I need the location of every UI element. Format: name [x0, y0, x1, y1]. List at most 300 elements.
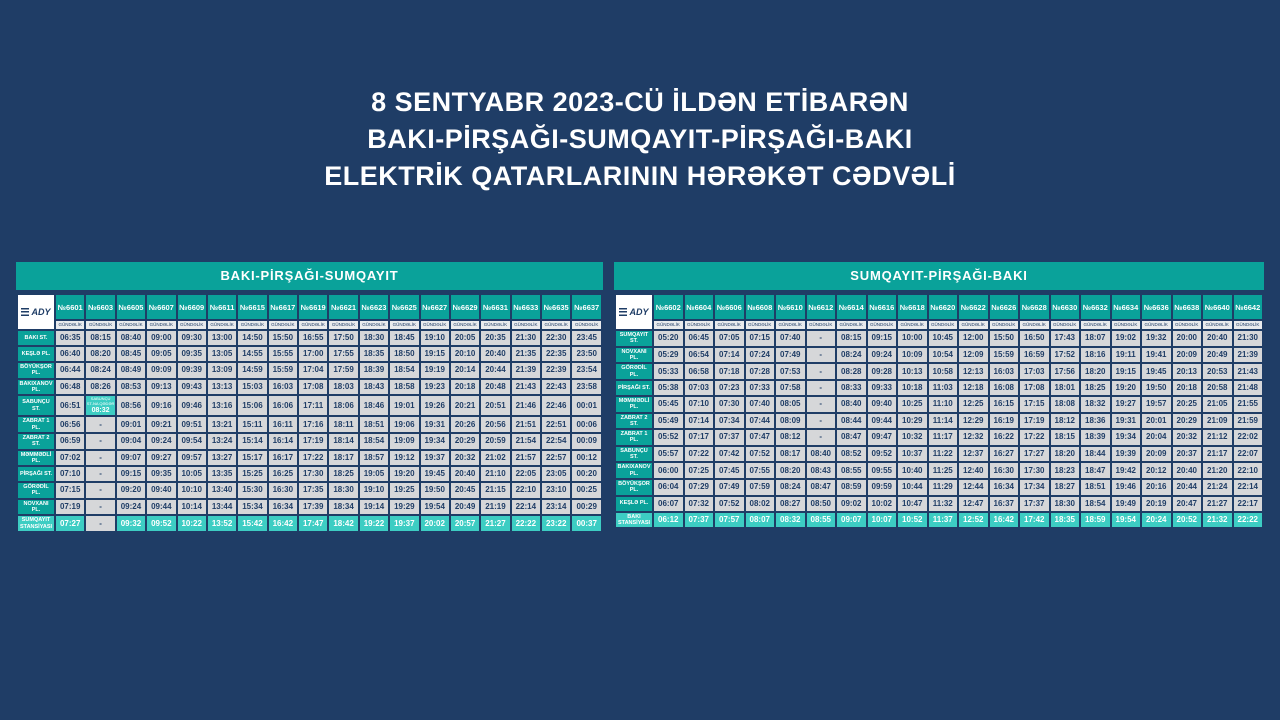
time-cell: 18:27: [1051, 480, 1080, 495]
time-cell: 20:24: [1142, 513, 1171, 528]
time-cell: 20:58: [1203, 381, 1232, 395]
time-cell: 22:46: [542, 396, 570, 415]
time-cell: 06:00: [654, 463, 683, 478]
time-cell: 21:30: [1234, 331, 1263, 346]
time-cell: 08:20: [86, 347, 114, 361]
time-cell: 12:18: [959, 381, 988, 395]
time-cell: 13:21: [208, 417, 236, 432]
time-cell: 07:59: [746, 480, 775, 495]
station-row: [18, 363, 601, 378]
time-cell: 08:15: [86, 331, 114, 345]
time-cell: 19:05: [360, 467, 388, 481]
time-cell: 10:37: [898, 447, 927, 462]
no-stop-cell: -: [807, 430, 836, 445]
time-cell: 09:47: [868, 430, 897, 445]
train-number-header: №6616: [868, 295, 897, 319]
time-cell: 22:22: [1234, 513, 1263, 528]
time-cell: 15:59: [269, 363, 297, 378]
time-cell: 06:04: [654, 480, 683, 495]
table-direction-header: BAKI-PİRŞAĞI-SUMQAYIT: [16, 262, 603, 290]
time-cell: 18:44: [1081, 447, 1110, 462]
time-cell: 22:02: [1234, 430, 1263, 445]
time-cell: 11:22: [929, 447, 958, 462]
time-cell: 19:32: [1142, 331, 1171, 346]
time-cell: 09:16: [147, 396, 175, 415]
time-cell: 16:25: [269, 467, 297, 481]
time-cell: 09:35: [147, 467, 175, 481]
time-cell: 10:00: [898, 331, 927, 346]
train-number-header: №6635: [542, 295, 570, 319]
train-number-header: №6609: [178, 295, 206, 319]
station-row: [18, 396, 601, 415]
time-cell: 20:09: [1173, 348, 1202, 363]
no-stop-cell: -: [86, 467, 114, 481]
time-cell: 05:29: [654, 348, 683, 363]
time-cell: 10:05: [178, 467, 206, 481]
time-cell: 17:52: [1051, 348, 1080, 363]
time-cell: 07:15: [746, 331, 775, 346]
time-cell: 13:35: [208, 467, 236, 481]
time-cell: 21:35: [512, 347, 540, 361]
time-cell: 05:38: [654, 381, 683, 395]
time-cell: 09:09: [147, 363, 175, 378]
train-frequency-label: GÜNDƏLİK: [1081, 321, 1110, 329]
time-cell: 09:13: [147, 380, 175, 395]
time-cell: 15:30: [238, 483, 266, 498]
time-cell: 10:44: [898, 480, 927, 495]
time-cell: 08:40: [117, 331, 145, 345]
time-cell: 17:08: [299, 380, 327, 395]
time-cell: 10:32: [898, 430, 927, 445]
time-cell: 20:16: [1142, 480, 1171, 495]
time-cell: 10:18: [898, 381, 927, 395]
page-title: [0, 84, 1280, 195]
time-cell: 19:14: [360, 500, 388, 515]
time-cell: 22:10: [512, 483, 540, 498]
time-cell: 09:54: [178, 434, 206, 449]
time-cell: 09:24: [147, 434, 175, 449]
time-cell: 18:15: [1051, 430, 1080, 445]
train-frequency-label: GÜNDƏLİK: [654, 321, 683, 329]
time-cell: 11:29: [929, 480, 958, 495]
no-stop-cell: -: [807, 381, 836, 395]
time-cell: 00:12: [572, 451, 601, 466]
time-cell: 17:03: [1020, 364, 1049, 379]
time-cell: 09:32: [117, 516, 145, 531]
train-frequency-label: GÜNDƏLİK: [868, 321, 897, 329]
train-number-header: №6642: [1234, 295, 1263, 319]
time-cell: 12:47: [959, 497, 988, 511]
no-stop-cell: -: [86, 516, 114, 531]
time-cell: 18:11: [329, 417, 357, 432]
station-name-cell: BAKIXANOV PL.: [19, 380, 53, 393]
time-cell: 21:27: [481, 516, 509, 531]
train-number-header: №6632: [1081, 295, 1110, 319]
time-cell: 20:10: [451, 347, 479, 361]
time-cell: 09:24: [868, 348, 897, 363]
train-frequency-label: GÜNDƏLİK: [1112, 321, 1141, 329]
table-direction-header: SUMQAYIT-PİRŞAĞI-BAKI: [614, 262, 1264, 290]
time-cell: 20:14: [451, 363, 479, 378]
time-cell: 20:35: [481, 331, 509, 345]
time-cell: 17:55: [329, 347, 357, 361]
time-cell: 16:59: [1020, 348, 1049, 363]
time-cell: 06:54: [685, 348, 714, 363]
time-cell: 18:30: [1051, 497, 1080, 511]
train-number-header: №6627: [421, 295, 449, 319]
train-number-header: №6633: [512, 295, 540, 319]
time-cell: 18:08: [1051, 397, 1080, 412]
time-cell: 21:30: [512, 331, 540, 345]
no-stop-cell: -: [86, 417, 114, 432]
time-cell: 22:17: [1234, 497, 1263, 511]
time-cell: 07:42: [715, 447, 744, 462]
time-cell: 20:00: [1173, 331, 1202, 346]
train-frequency-label: GÜNDƏLİK: [360, 321, 388, 329]
time-cell: 19:20: [390, 467, 418, 481]
train-frequency-label: GÜNDƏLİK: [542, 321, 570, 329]
train-number-header: №6628: [1020, 295, 1049, 319]
station-row: [18, 331, 601, 345]
timetable-grid: [614, 293, 1264, 529]
time-cell: 19:57: [1142, 397, 1171, 412]
train-frequency-label: GÜNDƏLİK: [208, 321, 236, 329]
time-cell: 08:27: [776, 497, 805, 511]
time-cell: 19:34: [421, 434, 449, 449]
time-cell: 11:32: [929, 497, 958, 511]
station-row: [18, 500, 601, 515]
time-cell: 09:00: [147, 331, 175, 345]
ady-logo-stripes-icon: [619, 308, 627, 316]
time-cell: 20:18: [451, 380, 479, 395]
time-cell: 07:25: [685, 463, 714, 478]
time-cell: 20:57: [451, 516, 479, 531]
time-cell: 18:16: [1081, 348, 1110, 363]
time-cell: 11:17: [929, 430, 958, 445]
time-cell: 17:19: [299, 434, 327, 449]
time-cell: 20:44: [481, 363, 509, 378]
time-cell: 21:46: [512, 396, 540, 415]
train-frequency-label: GÜNDƏLİK: [238, 321, 266, 329]
time-cell: 17:42: [1020, 513, 1049, 528]
time-cell: 09:02: [837, 497, 866, 511]
time-cell: 15:17: [238, 451, 266, 466]
time-cell: 22:30: [542, 331, 570, 345]
no-stop-cell: -: [86, 500, 114, 515]
time-cell: 08:53: [117, 380, 145, 395]
time-cell: 10:40: [898, 463, 927, 478]
time-cell: 07:34: [715, 414, 744, 429]
train-number-header: №6606: [715, 295, 744, 319]
time-cell: 16:34: [990, 480, 1019, 495]
time-cell: 20:18: [1173, 381, 1202, 395]
station-row: [616, 331, 1262, 346]
time-cell: 07:32: [685, 497, 714, 511]
time-cell: 19:31: [421, 417, 449, 432]
time-cell: 06:12: [654, 513, 683, 528]
time-cell: 09:07: [837, 513, 866, 528]
time-cell: 19:27: [1112, 397, 1141, 412]
station-name-cell: ZABRAT 2 ST.: [616, 414, 652, 429]
time-cell: 08:45: [117, 347, 145, 361]
time-cell: 07:44: [746, 414, 775, 429]
time-cell: 21:54: [512, 434, 540, 449]
time-cell: 05:49: [654, 414, 683, 429]
time-cell: 09:40: [868, 397, 897, 412]
time-cell: 20:12: [1142, 463, 1171, 478]
table-baki-pirsagi-sumqayit: [16, 262, 603, 533]
train-frequency-label: GÜNDƏLİK: [746, 321, 775, 329]
time-cell: 12:32: [959, 430, 988, 445]
time-cell: 18:20: [1051, 447, 1080, 462]
time-cell: 20:40: [1173, 463, 1202, 478]
train-frequency-label: GÜNDƏLİK: [776, 321, 805, 329]
time-cell: 20:45: [451, 483, 479, 498]
time-cell: 20:13: [1173, 364, 1202, 379]
no-stop-cell: -: [807, 397, 836, 412]
no-stop-cell: -: [807, 348, 836, 363]
station-name-cell: GÖRƏDİL PL.: [616, 364, 652, 379]
time-cell: 18:06: [329, 396, 357, 415]
station-row: [18, 417, 601, 432]
time-cell: 17:19: [1020, 414, 1049, 429]
time-cell: 07:24: [746, 348, 775, 363]
title-line-3: ELEKTRİK QATARLARININ HƏRƏKƏT CƏDVƏLİ: [324, 161, 956, 191]
time-cell: 08:59: [837, 480, 866, 495]
time-cell: 09:44: [147, 500, 175, 515]
time-cell: 06:56: [56, 417, 84, 432]
time-cell: 09:59: [868, 480, 897, 495]
time-cell: 18:25: [1081, 381, 1110, 395]
time-cell: 16:27: [990, 447, 1019, 462]
train-frequency-label: GÜNDƏLİK: [929, 321, 958, 329]
time-cell: 00:09: [572, 434, 601, 449]
train-frequency-label: GÜNDƏLİK: [807, 321, 836, 329]
time-cell: 09:40: [147, 483, 175, 498]
time-cell: 20:25: [1173, 397, 1202, 412]
ady-logo-text: ADY: [629, 307, 649, 317]
time-cell: 00:20: [572, 467, 601, 481]
time-cell: 19:50: [1142, 381, 1171, 395]
time-cell: 09:20: [117, 483, 145, 498]
train-frequency-label: GÜNDƏLİK: [1173, 321, 1202, 329]
train-number-header: №6619: [299, 295, 327, 319]
time-cell: 21:24: [1203, 480, 1232, 495]
time-cell: 17:47: [299, 516, 327, 531]
train-number-header: №6623: [360, 295, 388, 319]
time-cell: 08:47: [807, 480, 836, 495]
time-cell: 17:35: [299, 483, 327, 498]
terminating-service-cell: [86, 396, 114, 415]
time-cell: 18:51: [360, 417, 388, 432]
time-cell: 18:35: [1051, 513, 1080, 528]
time-cell: 08:17: [776, 447, 805, 462]
time-cell: 15:34: [238, 500, 266, 515]
ady-logo-mark: [616, 307, 652, 317]
time-cell: 07:29: [685, 480, 714, 495]
time-cell: 10:02: [868, 497, 897, 511]
time-cell: 12:52: [959, 513, 988, 528]
time-cell: 08:24: [776, 480, 805, 495]
train-frequency-label: GÜNDƏLİK: [481, 321, 509, 329]
time-cell: 21:57: [512, 451, 540, 466]
time-cell: 21:02: [481, 451, 509, 466]
time-cell: 07:55: [746, 463, 775, 478]
terminating-note: ST-NA QƏDƏR: [86, 401, 115, 406]
train-frequency-label: GÜNDƏLİK: [837, 321, 866, 329]
time-cell: 08:52: [837, 447, 866, 462]
time-cell: 21:43: [512, 380, 540, 395]
station-row: [616, 480, 1262, 495]
time-cell: 07:05: [715, 331, 744, 346]
time-cell: 20:29: [1173, 414, 1202, 429]
time-cell: 07:33: [746, 381, 775, 395]
time-cell: 10:14: [178, 500, 206, 515]
time-cell: 15:25: [238, 467, 266, 481]
train-number-header: №6630: [1051, 295, 1080, 319]
station-row: [616, 463, 1262, 478]
time-cell: 21:39: [512, 363, 540, 378]
time-cell: 09:15: [868, 331, 897, 346]
time-cell: 12:44: [959, 480, 988, 495]
time-cell: 08:44: [837, 414, 866, 429]
time-cell: 08:40: [807, 447, 836, 462]
time-cell: 09:28: [868, 364, 897, 379]
train-number-header: №6625: [390, 295, 418, 319]
train-number-header: №6604: [685, 295, 714, 319]
time-cell: 22:57: [542, 451, 570, 466]
time-cell: 07:52: [746, 447, 775, 462]
time-cell: 17:04: [299, 363, 327, 378]
time-cell: 11:03: [929, 381, 958, 395]
time-cell: 18:01: [1051, 381, 1080, 395]
terminating-time: 08:32: [91, 407, 110, 415]
time-cell: 23:58: [572, 380, 601, 395]
time-cell: 16:14: [269, 434, 297, 449]
time-cell: 10:25: [898, 397, 927, 412]
time-cell: 13:13: [208, 380, 236, 395]
time-cell: 09:44: [868, 414, 897, 429]
station-row: [616, 414, 1262, 429]
timetable-grid: [16, 293, 603, 533]
time-cell: 23:54: [572, 363, 601, 378]
time-cell: 07:28: [746, 364, 775, 379]
station-name-cell: KEŞLƏ PL.: [616, 497, 652, 511]
time-cell: 08:56: [117, 396, 145, 415]
time-cell: 18:07: [1081, 331, 1110, 346]
train-frequency-label: GÜNDƏLİK: [56, 321, 84, 329]
time-cell: 13:09: [208, 363, 236, 378]
time-cell: 17:50: [329, 331, 357, 345]
time-cell: 07:52: [715, 497, 744, 511]
station-name-cell: ZABRAT 2 ST.: [18, 434, 54, 449]
time-cell: 18:39: [1081, 430, 1110, 445]
time-cell: 09:15: [117, 467, 145, 481]
time-cell: 23:50: [572, 347, 601, 361]
time-cell: 21:55: [1234, 397, 1263, 412]
time-cell: 20:01: [1142, 414, 1171, 429]
train-frequency-label: GÜNDƏLİK: [1234, 321, 1263, 329]
station-name-cell: BAKI STANSİYASI: [617, 513, 651, 526]
time-cell: 19:50: [421, 483, 449, 498]
time-cell: 20:32: [1173, 430, 1202, 445]
time-cell: 12:29: [959, 414, 988, 429]
no-stop-cell: -: [86, 451, 114, 466]
train-number-header: №6621: [329, 295, 357, 319]
time-cell: 00:37: [572, 516, 601, 531]
time-cell: 05:57: [654, 447, 683, 462]
time-cell: 17:37: [1020, 497, 1049, 511]
time-cell: 10:13: [898, 364, 927, 379]
time-cell: 06:59: [56, 434, 84, 449]
time-cell: 20:05: [451, 331, 479, 345]
time-cell: 18:50: [390, 347, 418, 361]
train-number-header: №6602: [654, 295, 683, 319]
no-stop-cell: -: [86, 483, 114, 498]
station-row: [18, 467, 601, 481]
time-cell: 17:30: [1020, 463, 1049, 478]
time-cell: 20:29: [451, 434, 479, 449]
time-cell: 06:48: [56, 380, 84, 395]
station-name-cell: MƏMMƏDLİ PL.: [18, 451, 54, 466]
time-cell: 22:39: [542, 363, 570, 378]
time-cell: 20:59: [481, 434, 509, 449]
time-cell: 08:20: [776, 463, 805, 478]
time-cell: 19:45: [421, 467, 449, 481]
time-cell: 14:59: [238, 363, 266, 378]
time-cell: 16:03: [990, 364, 1019, 379]
train-frequency-label: GÜNDƏLİK: [1142, 321, 1171, 329]
time-cell: 17:08: [1020, 381, 1049, 395]
station-row: [616, 381, 1262, 395]
train-frequency-label: GÜNDƏLİK: [421, 321, 449, 329]
time-cell: 08:12: [776, 430, 805, 445]
station-row: [616, 348, 1262, 363]
time-cell: 12:25: [959, 397, 988, 412]
time-cell: 10:22: [178, 516, 206, 531]
time-cell: 08:24: [86, 363, 114, 378]
time-cell: 19:12: [390, 451, 418, 466]
time-cell: 16:19: [990, 414, 1019, 429]
time-cell: 19:42: [1112, 463, 1141, 478]
station-name-cell: NOVXANI PL.: [616, 348, 652, 363]
time-cell: 09:01: [117, 417, 145, 432]
station-name-cell: NOVXANI PL.: [18, 500, 54, 515]
time-cell: 19:49: [1112, 497, 1141, 511]
station-name-cell: BÖYÜKŞOR PL.: [18, 363, 54, 378]
time-cell: 09:33: [868, 381, 897, 395]
time-cell: 09:52: [147, 516, 175, 531]
time-cell: 18:25: [329, 467, 357, 481]
time-cell: 08:43: [807, 463, 836, 478]
time-cell: 09:43: [178, 380, 206, 395]
train-number-header: №6610: [776, 295, 805, 319]
train-frequency-label: GÜNDƏLİK: [512, 321, 540, 329]
time-cell: 21:39: [1234, 348, 1263, 363]
time-cell: 19:10: [360, 483, 388, 498]
time-cell: 21:51: [512, 417, 540, 432]
train-number-header: №6629: [451, 295, 479, 319]
time-cell: 06:51: [56, 396, 84, 415]
time-cell: 20:21: [451, 396, 479, 415]
time-cell: 08:55: [807, 513, 836, 528]
time-cell: 13:44: [208, 500, 236, 515]
time-cell: 12:13: [959, 364, 988, 379]
time-cell: 18:54: [1081, 497, 1110, 511]
time-cell: 08:15: [837, 331, 866, 346]
title-line-2: BAKI-PİRŞAĞI-SUMQAYIT-PİRŞAĞI-BAKI: [367, 124, 913, 154]
time-cell: 13:27: [208, 451, 236, 466]
